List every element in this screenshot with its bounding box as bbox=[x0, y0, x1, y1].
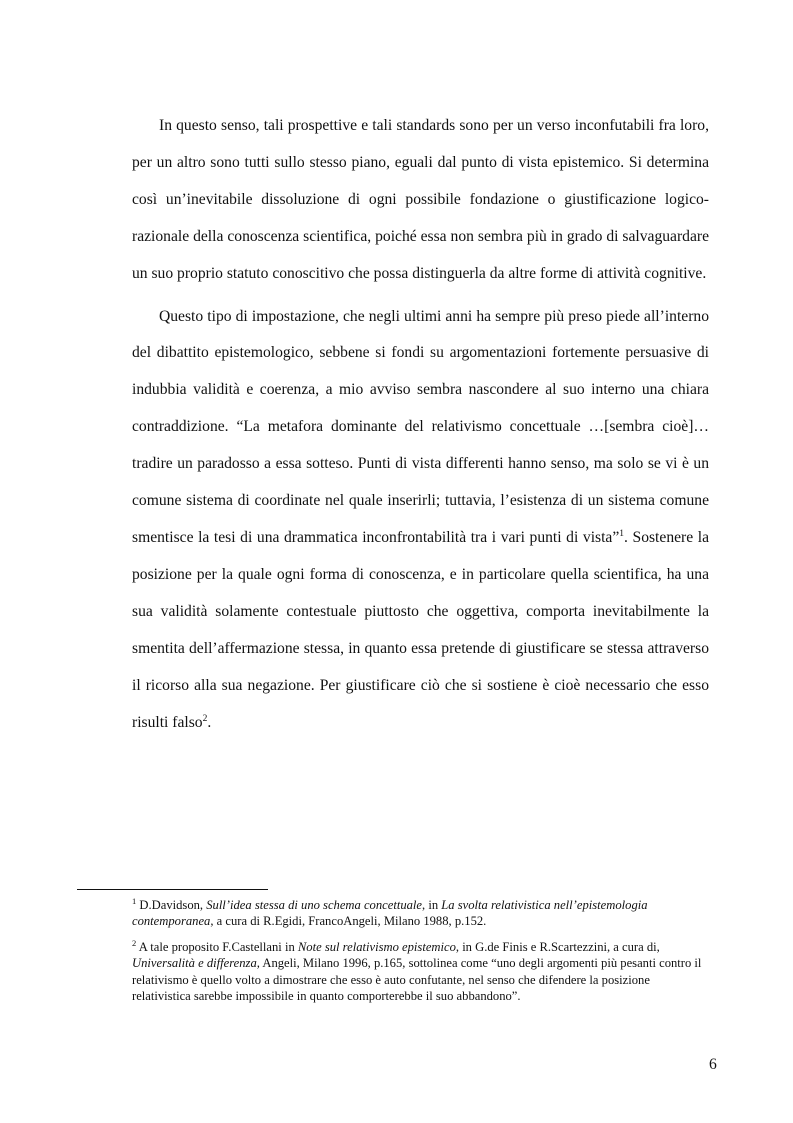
footnote-2 bbox=[132, 939, 709, 1005]
footnote-1-text-1: D.Davidson, bbox=[136, 898, 207, 912]
footnote-2-text-3: Angeli, Milano 1996, p.165, sottolinea come “uno degli argomenti più pesanti contro il relativismo è quello volto a dimostrare che esso è auto confutante, nel senso che difendere la posizione relativistica sarebbe impossibile in quanto comporterebbe il suo abbandono”. bbox=[132, 956, 702, 1004]
paragraph-1-text: In questo senso, tali prospettive e tali standards sono per un verso inconfutabili fra loro, per un altro sono tutti sullo stesso piano, eguali dal punto di vista epistemico. Si determina così un’inevitabile dissoluzione di ogni possibile fondazione o giustificazione logico-razionale della conoscenza scientifica, poiché essa non sembra più in grado di salvaguardare un suo proprio statuto conoscitivo che possa distinguerla da altre forme di attività cognitive. bbox=[132, 117, 709, 282]
paragraph-2-part-1: Questo tipo di impostazione, che negli ultimi anni ha sempre più preso piede all’interno del dibattito epistemologico, sebbene si fondi su argomentazioni fortemente persuasive di indubbia validità e coerenza, a mio avviso sembra nascondere al suo interno una chiara contraddizione. “La metafora dominante del relativismo concettuale …[sembra cioè]… tradire un paradosso a essa sotteso. Punti di vista differenti hanno senso, ma solo se vi è un comune sistema di coordinate nel quale inserirli; tuttavia, l’esistenza di un sistema comune smentisce la tesi di una drammatica inconfrontabilità tra i vari punti di vista” bbox=[132, 307, 709, 546]
footnote-separator bbox=[77, 889, 268, 890]
footnote-2-title-2: Universalità e differenza, bbox=[132, 956, 260, 971]
footnotes bbox=[132, 897, 709, 1004]
footnote-ref-1[interactable]: 1 bbox=[619, 528, 625, 539]
body-text bbox=[132, 108, 709, 741]
footnote-2-text-2: , in G.de Finis e R.Scartezzini, a cura di, bbox=[455, 939, 660, 954]
footnote-1-title-2: La svolta relativistica nell’epistemologia contemporanea bbox=[132, 898, 648, 929]
footnote-2-title-1: Note sul relativismo epistemico bbox=[297, 939, 456, 954]
footnote-1 bbox=[132, 897, 709, 930]
footnote-1-title-1: Sull’idea stessa di uno schema concettuale bbox=[206, 898, 423, 912]
paragraph-1 bbox=[132, 108, 709, 293]
footnote-1-text-3: , a cura di R.Egidi, FrancoAngeli, Milano 1988, p.152. bbox=[210, 914, 487, 929]
footnote-1-marker: 1 bbox=[132, 896, 137, 906]
footnote-ref-2[interactable]: 2 bbox=[202, 713, 208, 724]
footnote-1-text-2: , in bbox=[422, 898, 442, 912]
paragraph-2-part-2: . Sostenere la posizione per la quale ogni forma di conoscenza, e in particolare quella scientifica, ha una sua validità solamente contestuale piuttosto che oggettiva, comporta inevitabilmente la smentita dell’affermazione stessa, in quanto essa pretende di giustificare se stessa attraverso il ricorso alla sua negazione. Per giustificare ciò che si sostiene è cioè necessario che esso risulti falso bbox=[132, 528, 709, 731]
footnote-2-marker: 2 bbox=[132, 937, 137, 948]
paragraph-2 bbox=[132, 299, 709, 742]
page-number: 6 bbox=[709, 1056, 717, 1073]
paragraph-2-part-3: . bbox=[207, 713, 212, 731]
footnote-2-text-1: A tale proposito F.Castellani in bbox=[136, 939, 298, 954]
